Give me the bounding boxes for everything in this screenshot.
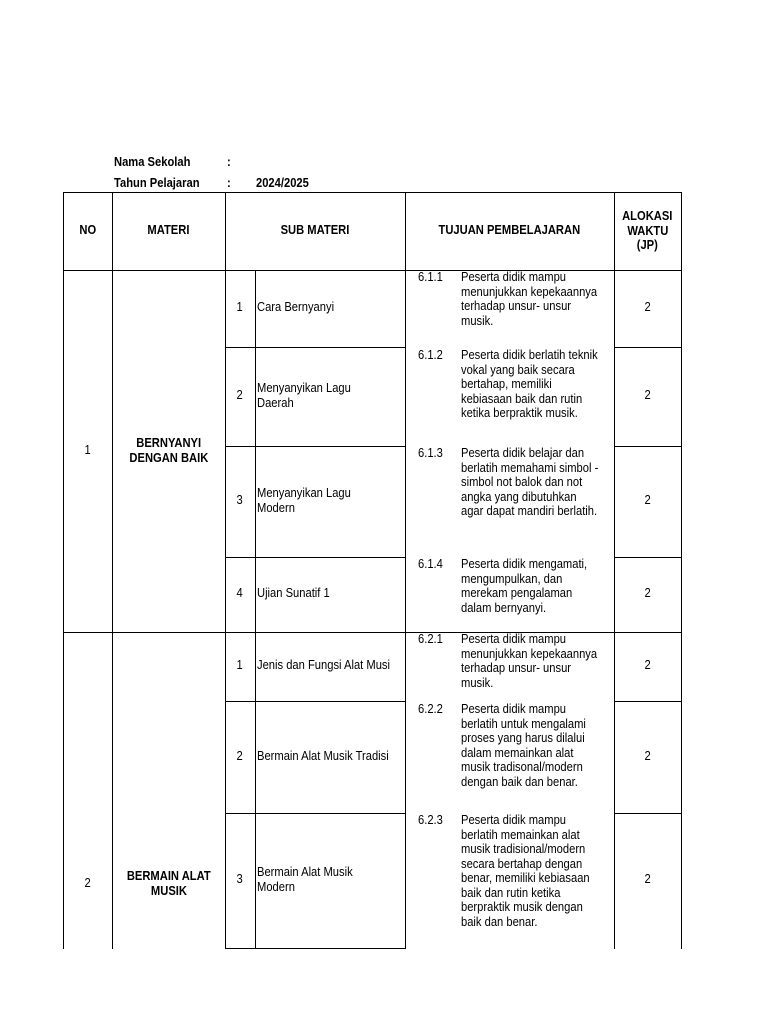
row-number: 4 (236, 585, 244, 600)
tujuan-text: Peserta didik mampu berlatih untuk mengalami proses yang harus dilalui dalam memainkan alat musik tradisonal/modern dengan baik dan benar. (461, 701, 586, 789)
group-materi: BERMAIN ALAT MUSIK (126, 868, 211, 898)
jp-value: 2 (644, 657, 651, 672)
tujuan-code: 6.1.1 (418, 269, 443, 284)
row-number: 3 (236, 492, 244, 507)
group-no: 1 (84, 442, 91, 457)
tujuan-text: Peserta didik mampu menunjukkan kepekaannya terhadap unsur- unsur musik. (461, 269, 598, 328)
tujuan-code: 6.1.3 (418, 445, 443, 460)
tujuan-text: Peserta didik belajar dan berlatih memahami simbol - simbol not balok dan not angka yang dibutuhkan agar dapat mandiri berlatih. (461, 445, 599, 518)
jp-value: 2 (644, 387, 651, 402)
row-number: 3 (236, 871, 244, 886)
row-number: 2 (236, 387, 244, 402)
row-number: 1 (236, 299, 244, 314)
sub-materi-text: Bermain Alat Musik Tradisi (257, 749, 389, 763)
tujuan-code: 6.1.4 (418, 556, 443, 571)
jp-value: 2 (644, 585, 651, 600)
jp-value: 2 (644, 492, 651, 507)
sub-materi-text: Menyanyikan Lagu Modern (257, 485, 351, 515)
header-alokasi: ALOKASI WAKTU (JP) (622, 208, 673, 252)
tujuan-text: Peserta didik mampu menunjukkan kepekaannya terhadap unsur- unsur musik. (461, 631, 598, 690)
row-number: 2 (236, 748, 244, 763)
header-no: NO (79, 222, 96, 237)
year-value: 2024/2025 (256, 175, 309, 190)
tujuan-text: Peserta didik mampu berlatih memainkan alat musik tradisional/modern secara bertahap dengan benar, memiliki kebiasaan baik dan rutin ketika berpraktik musik dengan baik dan benar. (461, 812, 590, 929)
jp-value: 2 (644, 748, 651, 763)
sub-materi-text: Cara Bernyanyi (257, 299, 335, 314)
jp-value: 2 (644, 299, 651, 314)
group-no: 2 (84, 875, 91, 890)
tujuan-text: Peserta didik berlatih teknik vokal yang baik secara bertahap, memiliki kebiasaan baik dan rutin ketika berpraktik musik. (461, 347, 598, 420)
jp-value: 2 (644, 871, 651, 886)
year-label: Tahun Pelajaran (114, 175, 200, 190)
row-number: 1 (236, 657, 244, 672)
group-materi: BERNYANYI DENGAN BAIK (129, 435, 208, 465)
header-sub-materi: SUB MATERI (280, 222, 350, 237)
sub-materi-text: Bermain Alat Musik Modern (257, 864, 353, 894)
school-label: Nama Sekolah (114, 154, 191, 169)
header-tujuan: TUJUAN PEMBELAJARAN (438, 222, 581, 237)
header-materi: MATERI (147, 222, 190, 237)
tujuan-code: 6.2.1 (418, 631, 443, 646)
sub-materi-text: Menyanyikan Lagu Daerah (257, 380, 351, 410)
tujuan-text: Peserta didik mengamati, mengumpulkan, dan merekam pengalaman dalam bernyanyi. (461, 556, 588, 615)
sub-materi-text: Ujian Sunatif 1 (257, 585, 330, 600)
year-colon: : (227, 175, 231, 190)
sub-materi-text: Jenis dan Fungsi Alat Musi (257, 658, 390, 672)
school-colon: : (227, 154, 231, 169)
tujuan-code: 6.2.2 (418, 701, 443, 716)
tujuan-code: 6.1.2 (418, 347, 443, 362)
tujuan-code: 6.2.3 (418, 812, 443, 827)
